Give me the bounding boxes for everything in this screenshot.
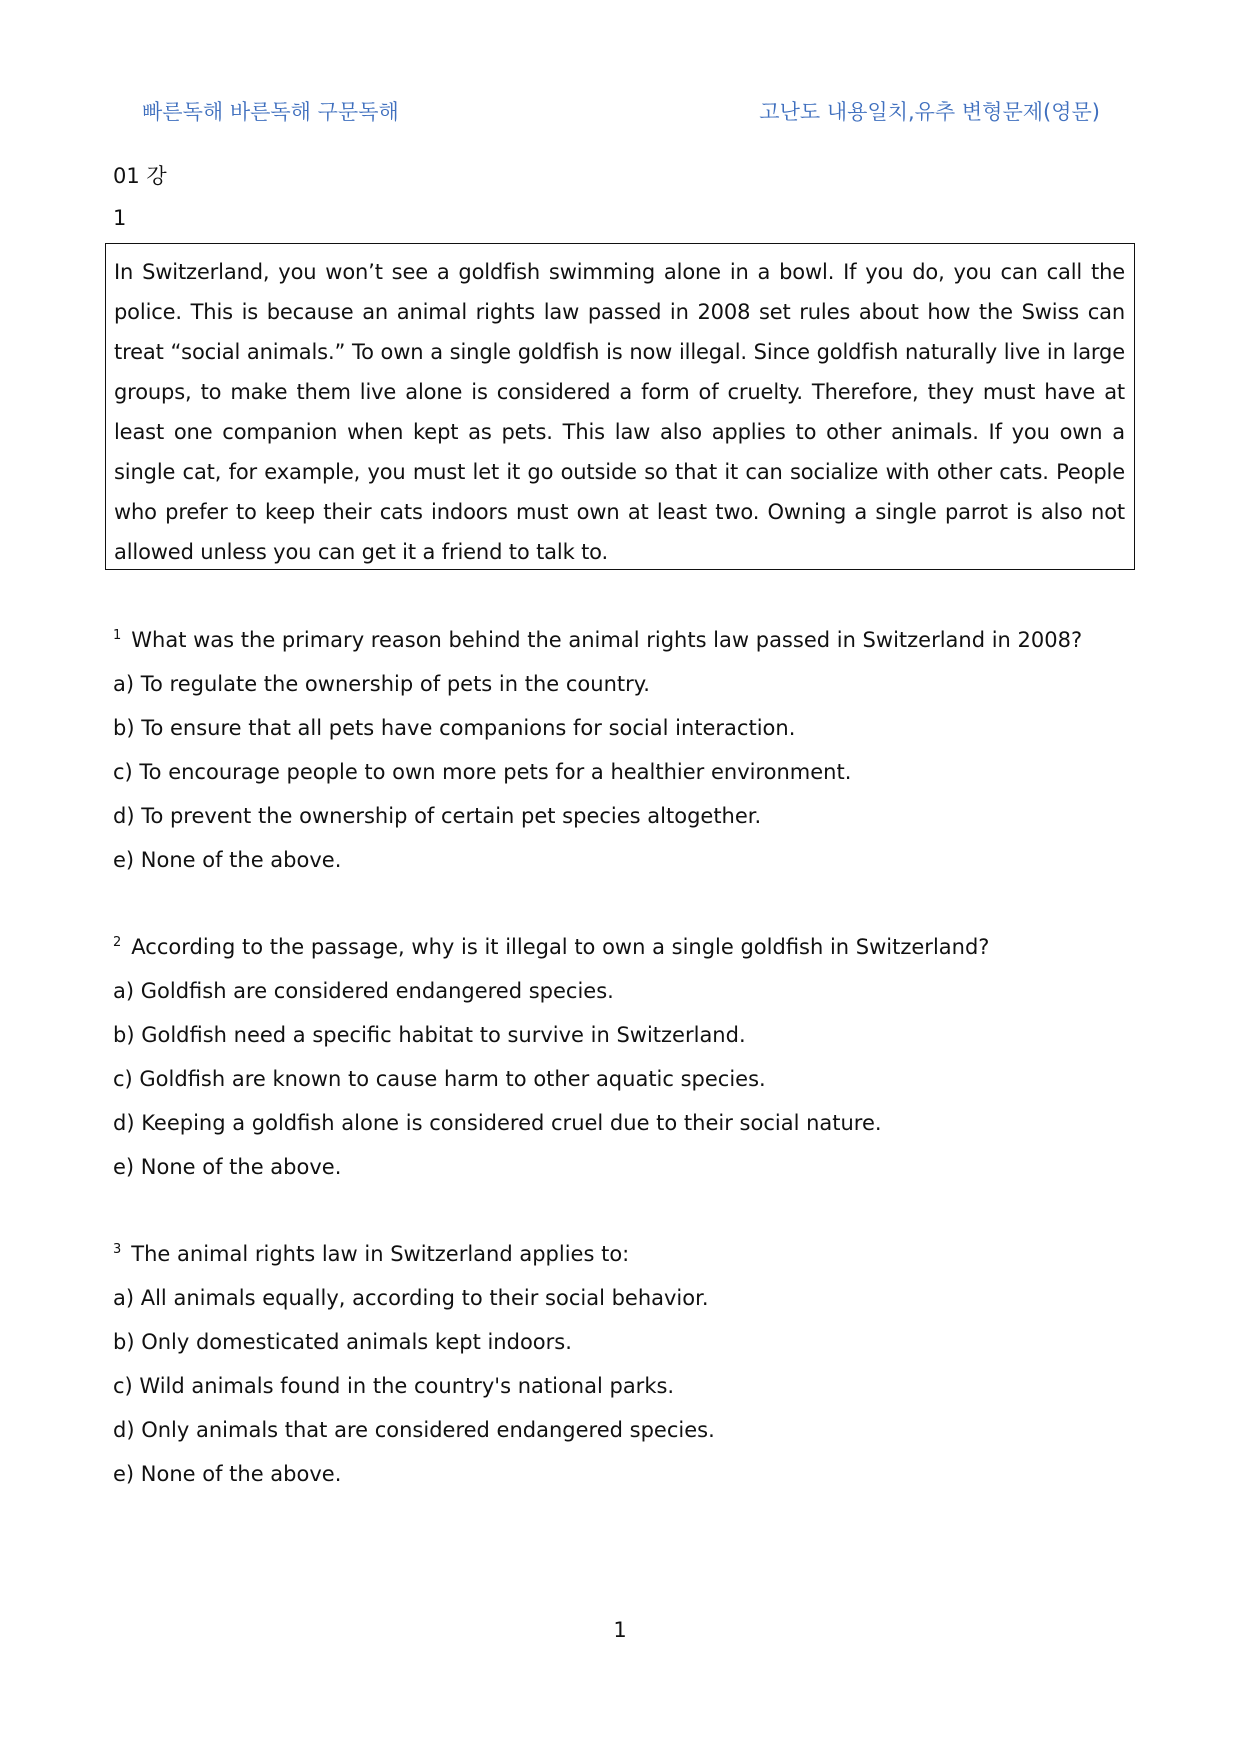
lesson-label: 01 강 — [113, 164, 167, 188]
options-list — [113, 1276, 1133, 1496]
option-a: a) Goldfish are considered endangered species. — [113, 979, 614, 1003]
option-c: c) Wild animals found in the country's national parks. — [113, 1374, 675, 1398]
option-e: e) None of the above. — [113, 848, 342, 872]
question-number: 1 — [113, 628, 122, 643]
option-b: b) Goldfish need a specific habitat to survive in Switzerland. — [113, 1023, 746, 1047]
question-1 — [113, 618, 1133, 882]
option-d: d) To prevent the ownership of certain pet species altogether. — [113, 804, 762, 828]
options-list — [113, 662, 1133, 882]
passage-box — [105, 243, 1135, 570]
question-number: 2 — [113, 935, 122, 950]
question-stem — [113, 1232, 1133, 1276]
passage-text: In Switzerland, you won’t see a goldfish swimming alone in a bowl. If you do, you can call the police. This is because an animal rights law passed in 2008 set rules about how the Swiss can treat “social animals.” To own a single goldfish is now illegal. Since goldfish naturally live in large groups, to make them live alone is considered a form of cruelty. Therefore, they must have at least one companion when kept as pets. This law also applies to other animals. If you own a single cat, for example, you must let it go outside so that it can socialize with other cats. People who prefer to keep their cats indoors must own at least two. Owning a single parrot is also not allowed unless you can get it a friend to talk to. — [114, 260, 1125, 564]
header-left-title: 빠른독해 바른독해 구문독해 — [142, 100, 399, 124]
option-e: e) None of the above. — [113, 1462, 342, 1486]
question-stem — [113, 925, 1133, 969]
header-right-title: 고난도 내용일치,유추 변형문제(영문) — [759, 100, 1100, 124]
option-c: c) To encourage people to own more pets for a healthier environment. — [113, 760, 852, 784]
option-d: d) Keeping a goldfish alone is considered cruel due to their social nature. — [113, 1111, 882, 1135]
page-number: 1 — [613, 1618, 627, 1642]
question-3 — [113, 1232, 1133, 1496]
question-text: According to the passage, why is it illegal to own a single goldfish in Switzerland? — [131, 935, 990, 959]
question-text: The animal rights law in Switzerland applies to: — [131, 1242, 630, 1266]
option-b: b) To ensure that all pets have companions for social interaction. — [113, 716, 796, 740]
option-c: c) Goldfish are known to cause harm to other aquatic species. — [113, 1067, 766, 1091]
question-stem — [113, 618, 1133, 662]
question-2 — [113, 925, 1133, 1189]
option-a: a) To regulate the ownership of pets in the country. — [113, 672, 650, 696]
options-list — [113, 969, 1133, 1189]
question-number: 3 — [113, 1242, 122, 1257]
option-d: d) Only animals that are considered endangered species. — [113, 1418, 715, 1442]
question-text: What was the primary reason behind the animal rights law passed in Switzerland in 2008? — [131, 628, 1083, 652]
passage-number: 1 — [113, 206, 127, 230]
option-a: a) All animals equally, according to their social behavior. — [113, 1286, 709, 1310]
option-e: e) None of the above. — [113, 1155, 342, 1179]
page-header — [142, 96, 1100, 126]
option-b: b) Only domesticated animals kept indoors. — [113, 1330, 572, 1354]
